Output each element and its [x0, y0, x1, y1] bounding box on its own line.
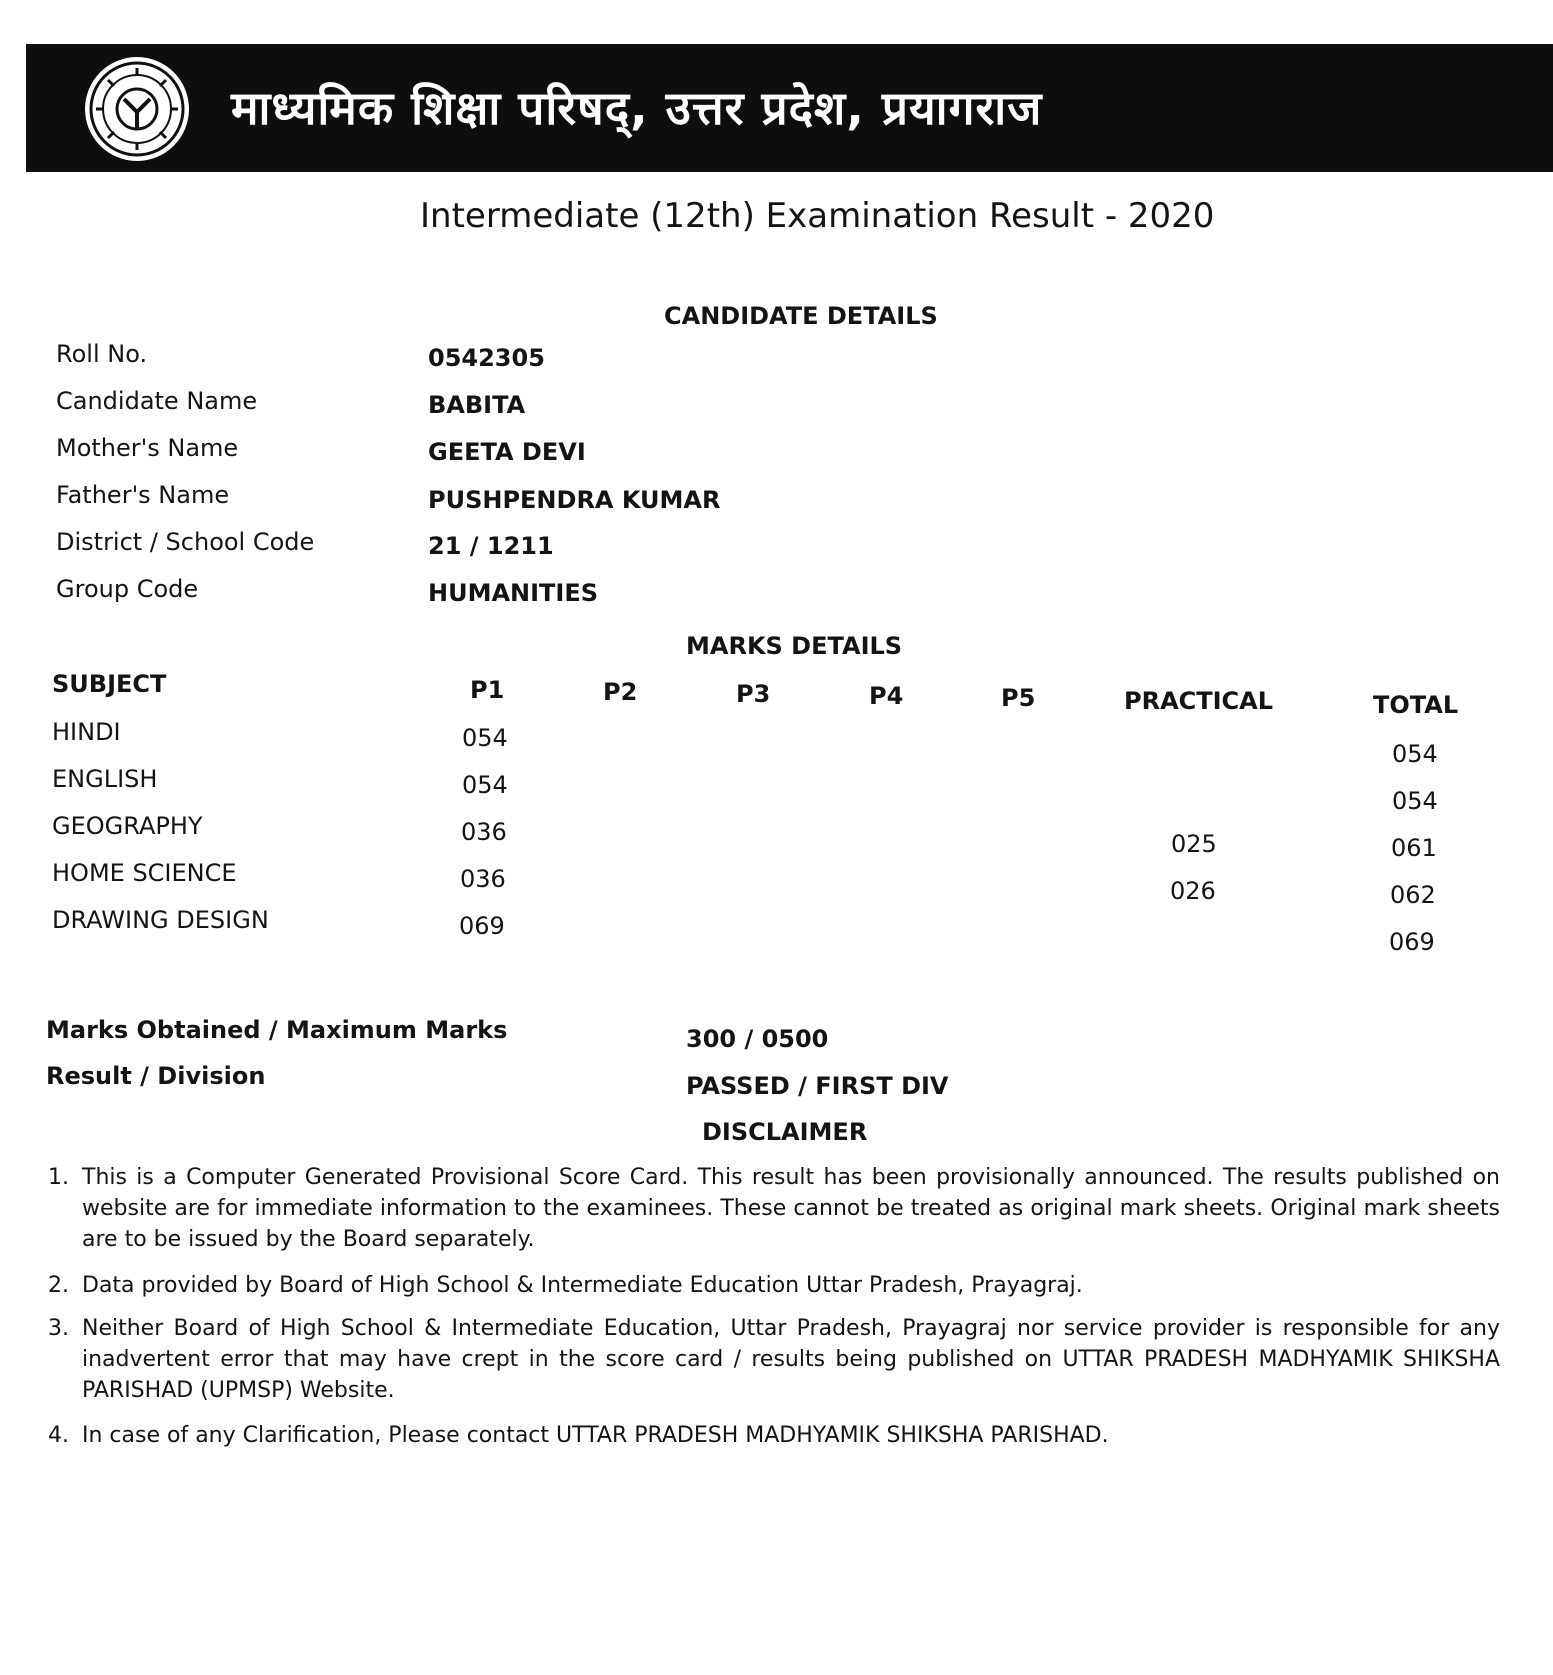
marks-obtained-label: Marks Obtained / Maximum Marks: [46, 1016, 508, 1044]
exam-title: Intermediate (12th) Examination Result - 2020: [420, 196, 1215, 236]
district-school-code-value: 21 / 1211: [428, 532, 554, 560]
col-header-total: TOTAL: [1373, 691, 1459, 719]
disclaimer-item: [48, 1313, 1500, 1406]
board-emblem-icon: [82, 54, 192, 164]
marks-obtained-value: 300 / 0500: [686, 1025, 829, 1053]
p1-marks: 054: [462, 771, 508, 799]
subject-name: DRAWING DESIGN: [52, 906, 269, 934]
disclaimer-item: [48, 1162, 1500, 1255]
disclaimer-number: 3.: [48, 1316, 69, 1341]
disclaimer-number: 2.: [48, 1273, 69, 1298]
subject-name: ENGLISH: [52, 765, 158, 793]
subject-name: GEOGRAPHY: [52, 812, 203, 840]
col-header-p3: P3: [736, 680, 771, 708]
p1-marks: 036: [460, 865, 506, 893]
practical-marks: 026: [1170, 877, 1216, 905]
disclaimer-item: [48, 1270, 1500, 1301]
practical-marks: 025: [1171, 830, 1217, 858]
total-marks: 061: [1391, 834, 1437, 862]
candidate-details-heading: CANDIDATE DETAILS: [664, 302, 938, 330]
total-marks: 054: [1392, 787, 1438, 815]
col-header-p4: P4: [869, 682, 904, 710]
col-header-subject: SUBJECT: [52, 670, 167, 698]
mother-name-value: GEETA DEVI: [428, 438, 586, 466]
p1-marks: 036: [461, 818, 507, 846]
col-header-p2: P2: [603, 678, 638, 706]
disclaimer-number: 4.: [48, 1423, 69, 1448]
result-division-label: Result / Division: [46, 1062, 266, 1090]
disclaimer-text: In case of any Clarification, Please contact UTTAR PRADESH MADHYAMIK SHIKSHA PARISHAD.: [82, 1423, 1109, 1448]
disclaimer-text: Neither Board of High School & Intermediate Education, Uttar Pradesh, Prayagraj nor service provider is responsible for any inadvertent error that may have crept in the score card / results being published on UTTAR PRADESH MADHYAMIK SHIKSHA PARISHAD (UPMSP) Website.: [82, 1316, 1500, 1403]
disclaimer-item: [48, 1420, 1500, 1451]
mother-name-label: Mother's Name: [56, 434, 239, 462]
disclaimer-text: Data provided by Board of High School & Intermediate Education Uttar Pradesh, Prayagraj.: [82, 1273, 1083, 1298]
total-marks: 069: [1389, 928, 1435, 956]
group-code-label: Group Code: [56, 575, 199, 603]
subject-name: HOME SCIENCE: [52, 859, 237, 887]
roll-no-label: Roll No.: [56, 340, 148, 368]
total-marks: 054: [1392, 740, 1438, 768]
disclaimer-number: 1.: [48, 1165, 69, 1190]
total-marks: 062: [1390, 881, 1436, 909]
disclaimer-text: This is a Computer Generated Provisional Score Card. This result has been provisionally announced. The results published on website are for immediate information to the examinees. These cannot be treated as original mark sheets. Original mark sheets are to be issued by the Board separately.: [82, 1165, 1500, 1252]
col-header-practical: PRACTICAL: [1124, 687, 1274, 715]
marks-details-heading: MARKS DETAILS: [686, 632, 903, 660]
group-code-value: HUMANITIES: [428, 579, 599, 607]
result-division-value: PASSED / FIRST DIV: [686, 1072, 949, 1100]
roll-no-value: 0542305: [428, 344, 545, 372]
father-name-value: PUSHPENDRA KUMAR: [428, 486, 721, 514]
p1-marks: 069: [459, 912, 505, 940]
candidate-name-label: Candidate Name: [56, 387, 258, 415]
col-header-p5: P5: [1001, 684, 1036, 712]
board-name: माध्यमिक शिक्षा परिषद्, उत्तर प्रदेश, प्रयागराज: [231, 81, 1043, 135]
header-banner: [26, 44, 1553, 172]
subject-name: HINDI: [52, 718, 121, 746]
candidate-name-value: BABITA: [428, 391, 526, 419]
p1-marks: 054: [462, 724, 508, 752]
father-name-label: Father's Name: [56, 481, 230, 509]
district-school-code-label: District / School Code: [56, 528, 315, 556]
disclaimer-heading: DISCLAIMER: [702, 1118, 868, 1146]
col-header-p1: P1: [470, 676, 505, 704]
